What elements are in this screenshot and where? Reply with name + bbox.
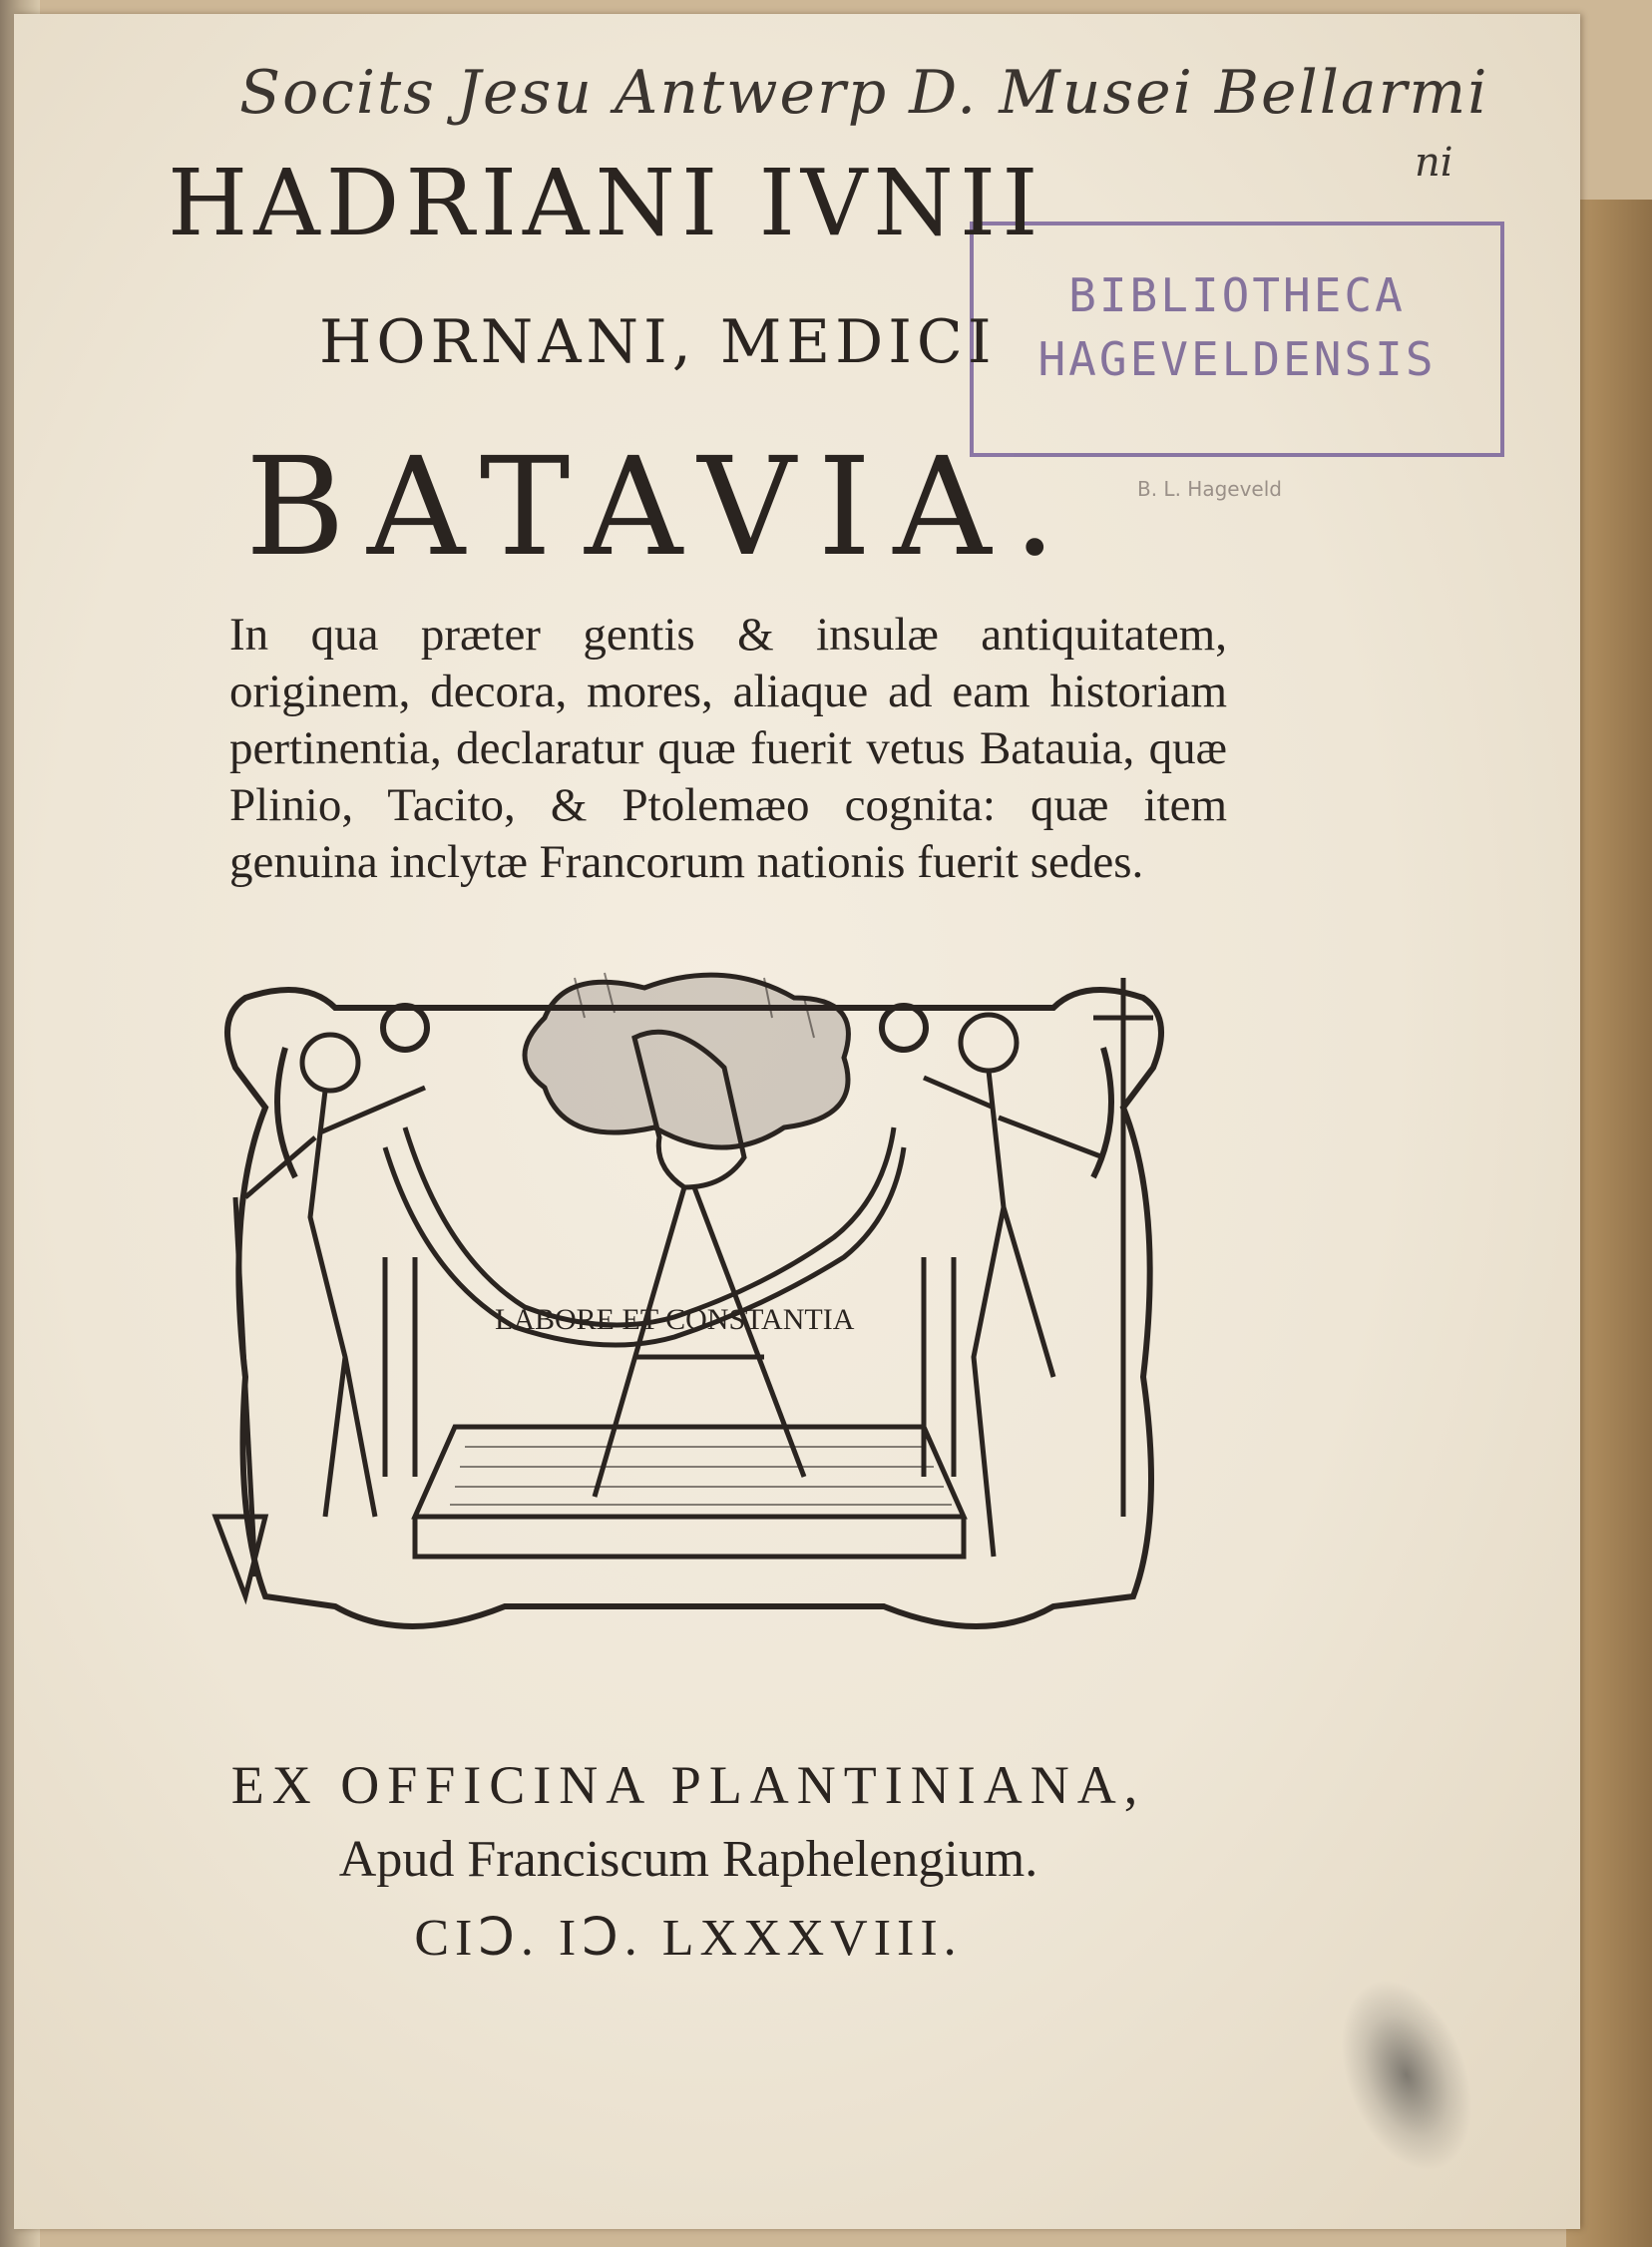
- stamp-note: B. L. Hageveld: [1137, 477, 1282, 501]
- stamp-line-1: BIBLIOTHECA: [1068, 268, 1406, 322]
- device-motto: LABORE ET CONSTANTIA: [495, 1303, 855, 1336]
- imprint-printer: EX OFFICINA PLANTINIANA,: [230, 1755, 1146, 1815]
- printers-device-woodcut: [206, 958, 1179, 1656]
- title-description: In qua præter gentis & insulæ antiquitatem, originem, decora, mores, aliaque ad eam historiam pertinentia, declaratur quæ fuerit vetus Batauia, quæ Plinio, Tacito, & Ptolemæo cognita: quæ item genuina inclytæ Francorum nationis fuerit sedes.: [229, 609, 1227, 888]
- library-stamp: [970, 222, 1504, 457]
- ownership-inscription: Socits Jesu Antwerp D. Musei Bellarmi: [239, 58, 1489, 128]
- title-author: HADRIANI IVNII: [168, 150, 1044, 256]
- ownership-inscription-continuation: ni: [1415, 140, 1453, 186]
- title-main: BATAVIA.: [245, 429, 1078, 587]
- stamp-line-2: HAGEVELDENSIS: [1037, 332, 1437, 386]
- imprint-publisher: Apud Franciscum Raphelengium.: [338, 1831, 1038, 1888]
- imprint-date: CIↃ. IↃ. LXXXVIII.: [414, 1910, 963, 1967]
- title-author-descriptor: HORNANI, MEDICI: [319, 307, 997, 377]
